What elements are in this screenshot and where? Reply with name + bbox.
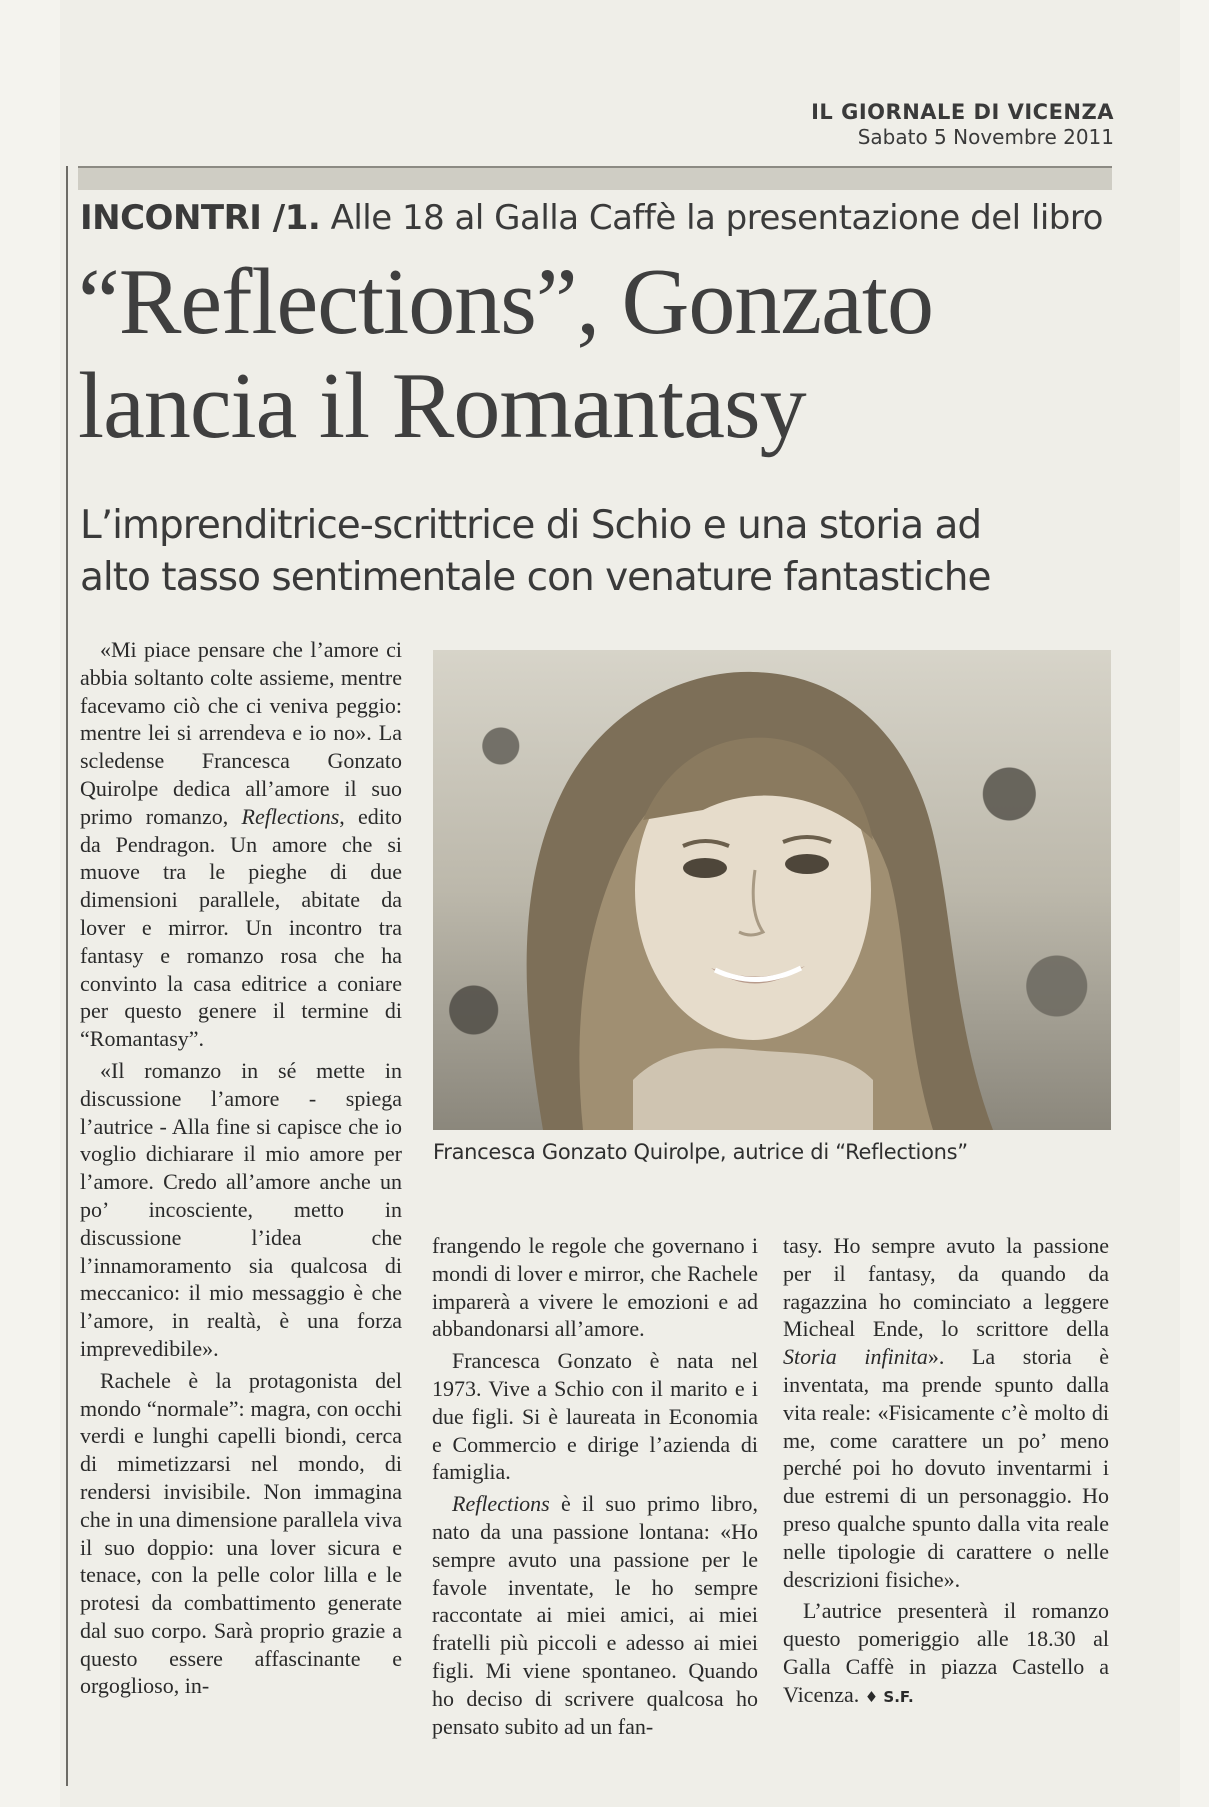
standfirst-line-2: alto tasso sentimentale con venature fantastiche — [80, 555, 991, 600]
kicker-label: INCONTRI /1. — [80, 198, 321, 238]
kicker-text: Alle 18 al Galla Caffè la presentazione del libro — [330, 198, 1103, 238]
paragraph-text: ». La storia è inventata, ma prende spunto dalla vita reale: «Fisicamente c’è molto di me, come carattere un po’ meno perché poi ho dovuto inventarmi i due estremi di un personaggio. Ho preso qualche spunto dalla vita reale nelle tipologie di carattere o nelle descrizioni fisiche». — [783, 1344, 1109, 1592]
newspaper-name: IL GIORNALE DI VICENZA — [811, 100, 1114, 124]
standfirst — [80, 500, 1120, 604]
standfirst-line-1: L’imprenditrice-scrittrice di Schio e una storia ad — [80, 503, 982, 548]
author-signature: ♦ S.F. — [864, 1687, 914, 1706]
kicker — [80, 198, 1103, 238]
book-title: Storia infinita — [783, 1344, 928, 1370]
article-column-2 — [432, 1232, 758, 1740]
column-rule — [66, 166, 68, 1786]
paragraph — [80, 636, 402, 1053]
paragraph: Rachele è la protagonista del mondo “normale”: magra, con occhi verdi e lunghi capelli biondi, cerca di mimetizzarsi nel mondo, di rendersi invisibile. Non immagina che in una dimensione parallela viva il suo doppio: una lover sicura e tenace, con la pelle color lilla e le protesi da combattimento generate dal suo corpo. Sarà proprio grazie a questo essere affascinante e orgoglioso, in- — [80, 1367, 402, 1699]
book-title: Reflections — [452, 1491, 550, 1517]
headline-line-2: lancia il Romantasy — [78, 354, 806, 458]
paragraph-text: tasy. Ho sempre avuto la passione per il fantasy, da quando da ragazzina ho cominciato a leggere Micheal Ende, lo scrittore della — [783, 1233, 1109, 1342]
paragraph-text: «Mi piace pensare che l’amore ci abbia soltanto colte assieme, mentre facevamo ciò che ci veniva peggio: mentre lei si arrendeva e io no». La scledense Francesca Gonzato Quirolpe dedica all’amore il suo primo romanzo, — [80, 637, 402, 829]
paragraph-text: , edito da Pendragon. Un amore che si muove tra le pieghe di due dimensioni parallele, abitate da lover e mirror. Un incontro tra fantasy e romanzo rosa che ha convinto la casa editrice a coniare per questo genere il termine di “Romantasy”. — [80, 803, 402, 1052]
paragraph — [432, 1490, 758, 1740]
masthead — [811, 100, 1114, 149]
headline — [78, 250, 1118, 458]
section-rule — [78, 166, 1112, 190]
paragraph-text: L’autrice presenterà il romanzo questo pomeriggio alle 18.30 al Galla Caffè in piazza Castello a Vicenza. — [783, 1598, 1109, 1707]
issue-date: Sabato 5 Novembre 2011 — [857, 125, 1114, 149]
paragraph — [783, 1232, 1109, 1593]
book-title: Reflections — [241, 803, 340, 829]
author-photo — [433, 650, 1111, 1130]
paragraph: «Il romanzo in sé mette in discussione l’amore - spiega l’autrice - Alla fine si capisce che io voglio dichiarare il mio amore per l’amore. Credo all’amore anche un po’ incosciente, metto in discussione l’idea che l’innamoramento sia qualcosa di meccanico: il mio messaggio è che l’amore, in realtà, è una forza imprevedibile». — [80, 1057, 402, 1361]
paragraph: Francesca Gonzato è nata nel 1973. Vive a Schio con il marito e i due figli. Si è laureata in Economia e Commercio e dirige l’azienda di famiglia. — [432, 1348, 758, 1485]
paragraph — [783, 1597, 1109, 1711]
headline-line-1: “Reflections”, Gonzato — [78, 250, 933, 354]
portrait-illustration — [433, 650, 1111, 1130]
article-column-1 — [80, 636, 402, 1700]
paragraph-text: è il suo primo libro, nato da una passione lontana: «Ho sempre avuto una passione per le favole inventate, le ho sempre raccontate ai miei amici, ai miei fratelli più piccoli e adesso ai miei figli. Mi viene spontaneo. Quando ho deciso di scrivere qualcosa ho pensato subito ad un fan- — [432, 1491, 758, 1739]
paragraph: frangendo le regole che governano i mondi di lover e mirror, che Rachele imparerà a vivere le emozioni e ad abbandonarsi all’amore. — [432, 1233, 758, 1342]
photo-caption: Francesca Gonzato Quirolpe, autrice di “Reflections” — [433, 1140, 968, 1164]
article-column-3 — [783, 1232, 1109, 1712]
